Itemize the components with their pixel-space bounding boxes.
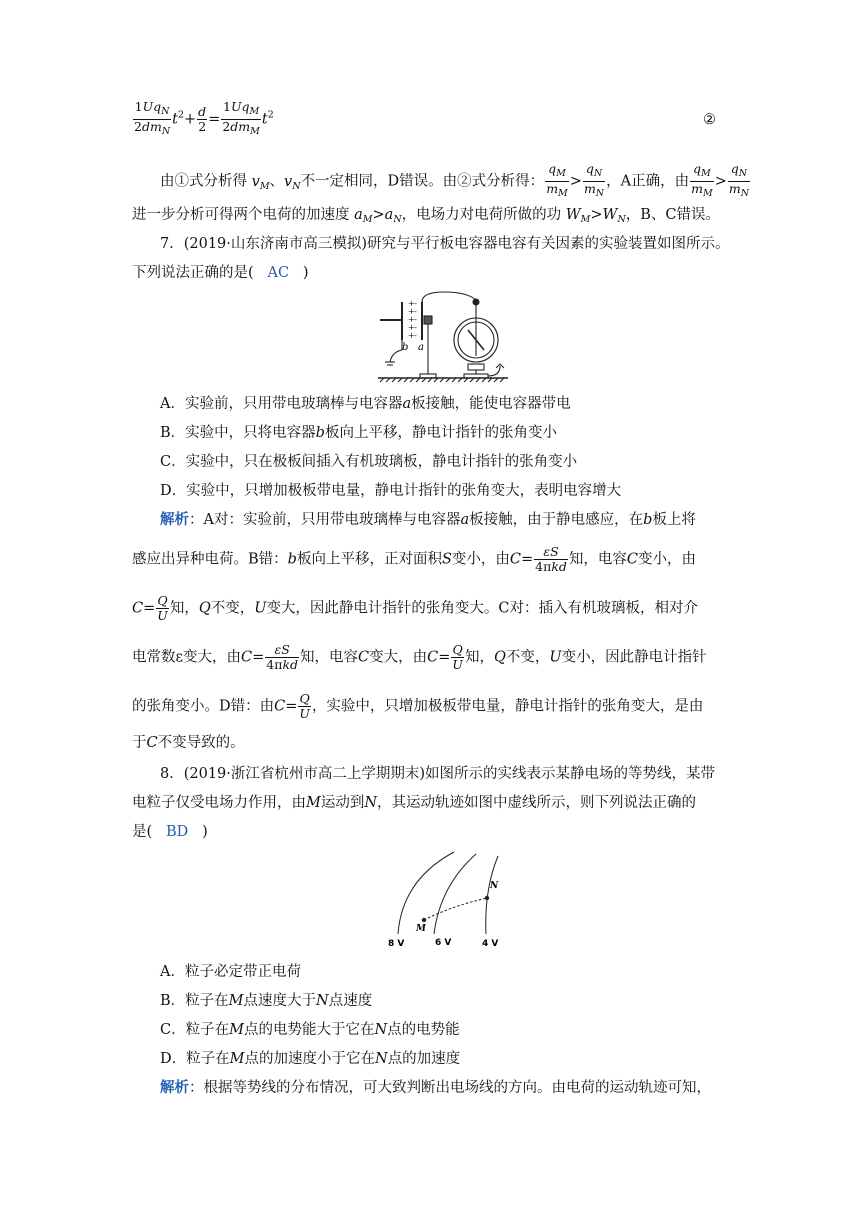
q8-option-a: A．粒子必定带正电荷 [160, 964, 301, 980]
svg-text:+: + [408, 315, 415, 324]
plate-b-label: b [402, 342, 409, 353]
point-n-label: N [490, 881, 499, 891]
svg-text:-: - [414, 331, 417, 340]
q7-option-c: C．实验中，只在极板间插入有机玻璃板，静电计指针的张角变小 [160, 454, 578, 470]
q7-option-d: D．实验中，只增加极板带电量，静电计指针的张角变大，表明电容增大 [160, 483, 622, 499]
equation-2: $\frac{1Uq_N}{2dm_N}$ $t^2+$ $\frac{d}{2}$ = $\frac{1Uq_M}{2dm_M}$ $t^2$ [134, 99, 274, 137]
q7-analysis-line1: 解析：A对：实验前，只用带电玻璃棒与电容器a板接触，由于静电感应，在b板上将 [160, 511, 696, 528]
analysis-line-1: 由①式分析得 $v_M$、$v_N$不一定相同，D错误。由②式分析得： $\frac{q_M}{m_M}$ > $\frac{q_N}{m_N}$ ，A正确，由 $\frac{q_M}{m_M}$ > $\frac{q_N}{m_N}$ [160, 161, 750, 199]
equation-number: ② [703, 112, 716, 128]
q8-option-d: D．粒子在M点的加速度小于它在N点的加速度 [160, 1051, 461, 1067]
capacitor-electrometer-figure [372, 290, 512, 386]
q7-analysis-line2: 感应出异种电荷。B错：b板向上平移，正对面积S变小，由C= $\frac{\varepsilon S}{\text{4πkd}}$ 知，电容C变小，由 [132, 544, 697, 574]
equipotential-label-4v: 4 V [482, 939, 499, 949]
svg-text:+: + [408, 299, 415, 308]
q7-option-a: A．实验前，只用带电玻璃棒与电容器a板接触，能使电容器带电 [160, 396, 571, 412]
q7-stem-line1: 7．(2019·山东济南市高三模拟)研究与平行板电容器电容有关因素的实验装置如图所示。 [160, 236, 730, 252]
svg-text:-: - [414, 307, 417, 316]
plate-a-label: a [418, 342, 424, 353]
q8-analysis-line1: 解析：根据等势线的分布情况，可大致判断出电场线的方向。由电荷的运动轨迹可知， [160, 1079, 711, 1096]
q7-stem-line2: 下列说法正确的是( AC ) [132, 265, 309, 281]
analysis-line-2: 进一步分析可得两个电荷的加速度 $a_M>a_N$，电场力对电荷所做的功 $W_M>W_N$，B、C错误。 [132, 207, 720, 225]
svg-text:+: + [408, 307, 415, 316]
svg-text:-: - [414, 315, 417, 324]
svg-text:+: + [408, 323, 415, 332]
svg-text:-: - [414, 323, 417, 332]
q8-option-b: B．粒子在M点速度大于N点速度 [160, 993, 373, 1009]
q8-stem-line2: 电粒子仅受电场力作用，由M运动到N，其运动轨迹如图中虚线所示，则下列说法正确的 [132, 795, 697, 811]
equipotential-label-8v: 8 V [388, 939, 405, 949]
q7-analysis-line3: C= $\frac{Q}{U}$ 知，Q不变，U变大，因此静电计指针的张角变大。C对：插入有机玻璃板，相对介 [132, 593, 699, 623]
point-m-label: M [416, 924, 426, 934]
q8-stem-line3: 是( BD ) [132, 824, 208, 840]
q7-analysis-line6: 于C不变导致的。 [132, 735, 245, 751]
q7-answer: AC [267, 265, 290, 281]
equipotential-label-6v: 6 V [435, 938, 452, 948]
equipotential-figure [380, 850, 510, 952]
svg-text:+: + [408, 331, 415, 340]
q7-analysis-line5: 的张角变小。D错：由C= $\frac{Q}{U}$ ，实验中，只增加极板带电量，静电计指针的张角变大，是由 [132, 691, 704, 721]
svg-text:-: - [414, 299, 417, 308]
q7-analysis-line4: 电常数ε变大，由C= $\frac{\varepsilon S}{\text{4πkd}}$ 知，电容C变大，由C= $\frac{Q}{U}$ 知，Q不变，U变小，因此静电计指针 [132, 642, 707, 672]
q8-option-c: C．粒子在M点的电势能大于它在N点的电势能 [160, 1022, 460, 1038]
q8-answer: BD [166, 824, 189, 840]
q8-stem-line1: 8．(2019·浙江省杭州市高二上学期期末)如图所示的实线表示某静电场的等势线，某带 [160, 766, 716, 782]
q7-option-b: B．实验中，只将电容器b板向上平移，静电计指针的张角变小 [160, 425, 557, 441]
